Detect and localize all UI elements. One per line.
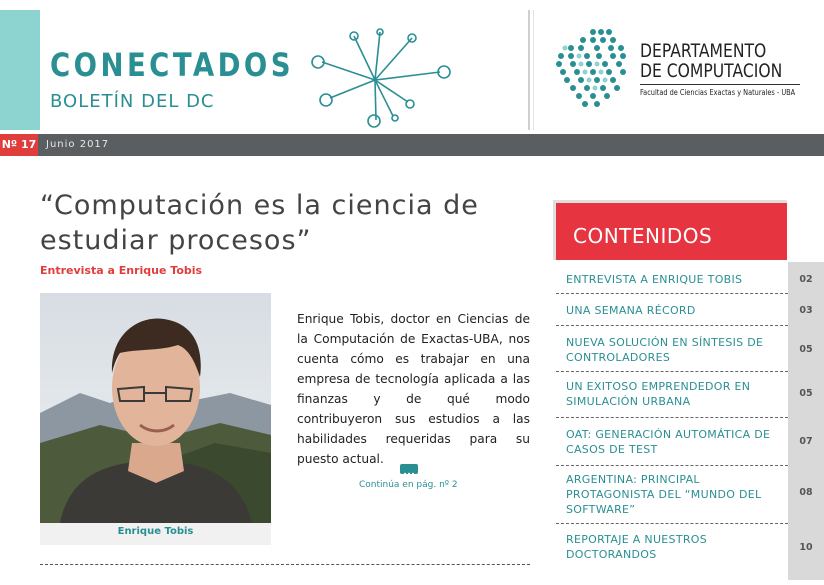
issue-bar: [0, 134, 824, 156]
continue-reading-link[interactable]: Continúa en pág. nº 2: [359, 480, 458, 490]
ellipsis-icon: [400, 464, 418, 474]
toc-item[interactable]: [556, 326, 824, 372]
toc-item-page: 05: [799, 388, 813, 399]
dc-logo-icon: [553, 26, 633, 116]
department-name-line2: DE COMPUTACION: [640, 60, 783, 82]
toc-item-label: UN EXITOSO EMPRENDEDOR EN SIMULACIÓN URBANA: [566, 380, 751, 408]
article-kicker: Entrevista a Enrique Tobis: [40, 264, 203, 277]
faculty-name: Facultad de Ciencias Exactas y Naturales - UBA: [640, 88, 796, 97]
issue-date: Junio 2017: [46, 139, 110, 150]
toc-item[interactable]: [556, 294, 824, 326]
department-name-line1: DEPARTAMENTO: [640, 40, 767, 62]
toc-item-label: OAT: GENERACIÓN AUTOMÁTICA DE CASOS DE TEST: [566, 428, 771, 456]
masthead-divider-light: [533, 10, 534, 130]
article-bottom-rule: [40, 564, 530, 565]
toc-item[interactable]: [556, 262, 824, 294]
masthead-divider: [528, 10, 530, 130]
toc-item-label: UNA SEMANA RÉCORD: [566, 304, 696, 317]
toc-item-page: 05: [799, 344, 813, 355]
issue-number-badge: Nº 17: [0, 134, 38, 156]
toc-item-label: ARGENTINA: PRINCIPAL PROTAGONISTA DEL “MUNDO DEL SOFTWARE”: [566, 473, 762, 516]
toc-item-label: REPORTAJE A NUESTROS DOCTORANDOS: [566, 533, 708, 561]
photo-caption: Enrique Tobis: [117, 526, 194, 537]
department-rule: [640, 84, 800, 85]
portrait-photo-frame: [40, 293, 271, 545]
newsletter-subtitle: BOLETÍN DEL DC: [50, 91, 215, 112]
toc-item-page: 08: [799, 487, 813, 498]
toc-item-page: 07: [799, 436, 813, 447]
toc-item-label: NUEVA SOLUCIÓN EN SÍNTESIS DE CONTROLADORES: [566, 336, 764, 364]
article-headline: “Computación es la ciencia de estudiar procesos”: [40, 190, 479, 256]
toc-item[interactable]: [556, 372, 824, 418]
toc-item-page: 10: [799, 542, 813, 553]
portrait-photo: [40, 293, 271, 523]
article-lede: Enrique Tobis, doctor en Ciencias de la Computación de Exactas-UBA, nos cuenta cómo es trabajar en una empresa de tecnología aplicada a las finanzas y de qué modo contribuyeron sus estudios a las habilidades requeridas para su puesto actual.: [297, 312, 530, 466]
toc-item[interactable]: [556, 524, 824, 570]
toc-title: CONTENIDOS: [573, 224, 713, 248]
toc-item-page: 03: [799, 305, 813, 316]
toc-item-label: ENTREVISTA A ENRIQUE TOBIS: [566, 273, 743, 286]
toc-item[interactable]: [556, 418, 824, 466]
network-graph-icon: [300, 22, 460, 132]
masthead-accent-band: [0, 10, 40, 130]
toc-item-page: 02: [799, 274, 813, 285]
newsletter-title: CONECTADOS: [50, 46, 295, 84]
toc-item[interactable]: [556, 466, 824, 524]
